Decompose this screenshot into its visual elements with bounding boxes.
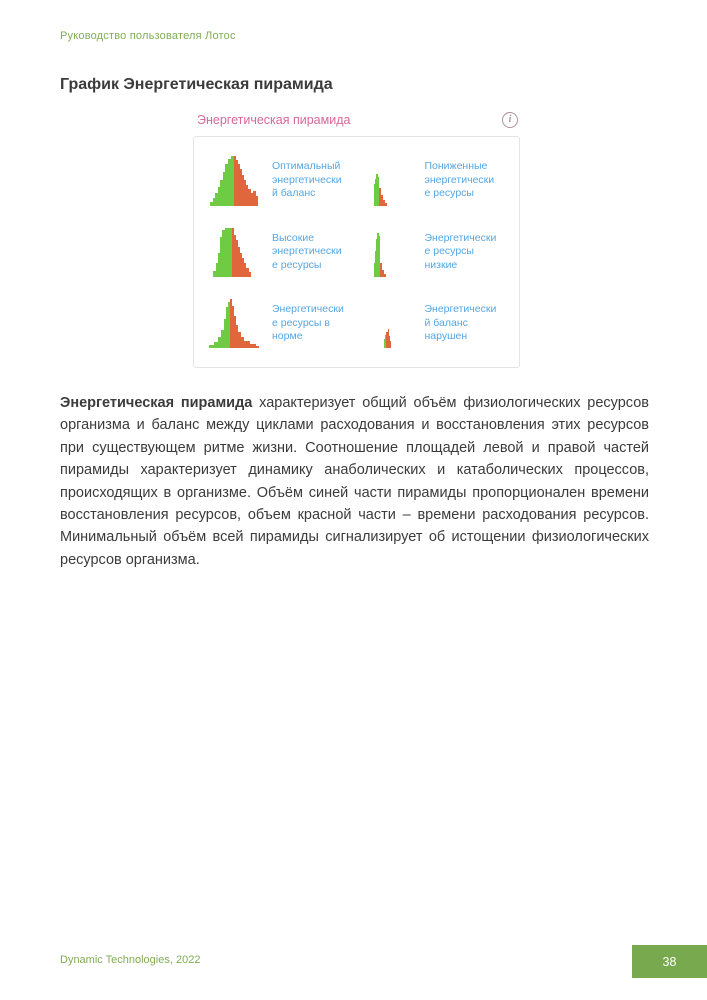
legend-item-label: Высокие энергетически е ресурсы: [272, 231, 342, 271]
legend-item-optimal-balance: [204, 145, 357, 216]
legend-item-normal-resources: [204, 288, 357, 359]
pyramid-legend-card: [193, 136, 520, 368]
page-number: 38: [662, 954, 677, 969]
pyramid-low-resources-icon: [359, 223, 415, 281]
pyramid-normal-resources-icon: [206, 294, 262, 352]
page-number-badge: [632, 945, 707, 978]
panel-title: Энергетическая пирамида: [197, 113, 351, 127]
energy-pyramid-panel: [193, 112, 520, 368]
pyramid-reduced-resources-icon: [359, 152, 415, 210]
page-title: График Энергетическая пирамида: [60, 76, 333, 93]
pyramid-high-resources-icon: [206, 223, 262, 281]
description-paragraph: [60, 392, 649, 571]
description-lead: Энергетическая пирамида: [60, 395, 253, 411]
legend-item-reduced-resources: [357, 145, 510, 216]
legend-item-label: Пониженные энергетически е ресурсы: [424, 160, 495, 200]
footer-company: Dynamic Technologies, 2022: [60, 954, 201, 966]
description-text: характеризует общий объём физиологических ресурсов организма и баланс между циклами расходования и восстановления этих ресурсов при существующем ритме жизни. Соотношение площадей левой и правой частей пирамиды характеризует динамику анаболических и катаболических процессов, происходящих в организме. Объём синей части пирамиды пропорционален времени восстановления ресурсов, объем красной части – времени расходования ресурсов. Минимальный объём всей пирамиды сигнализирует об истощении физиологических ресурсов организма.: [60, 395, 649, 568]
document-header: Руководство пользователя Лотос: [60, 30, 236, 42]
info-icon: i: [502, 112, 518, 128]
legend-item-label: Оптимальный энергетически й баланс: [272, 160, 342, 200]
legend-item-label: Энергетически е ресурсы в норме: [272, 303, 344, 343]
pyramid-optimal-balance-icon: [206, 152, 262, 210]
legend-item-broken-balance: [357, 288, 510, 359]
legend-item-label: Энергетически й баланс нарушен: [424, 303, 497, 343]
panel-title-row: [193, 112, 520, 136]
legend-item-low-resources: [357, 216, 510, 287]
pyramid-broken-balance-icon: [359, 294, 415, 352]
legend-item-label: Энергетически е ресурсы низкие: [424, 231, 497, 271]
legend-item-high-resources: [204, 216, 357, 287]
